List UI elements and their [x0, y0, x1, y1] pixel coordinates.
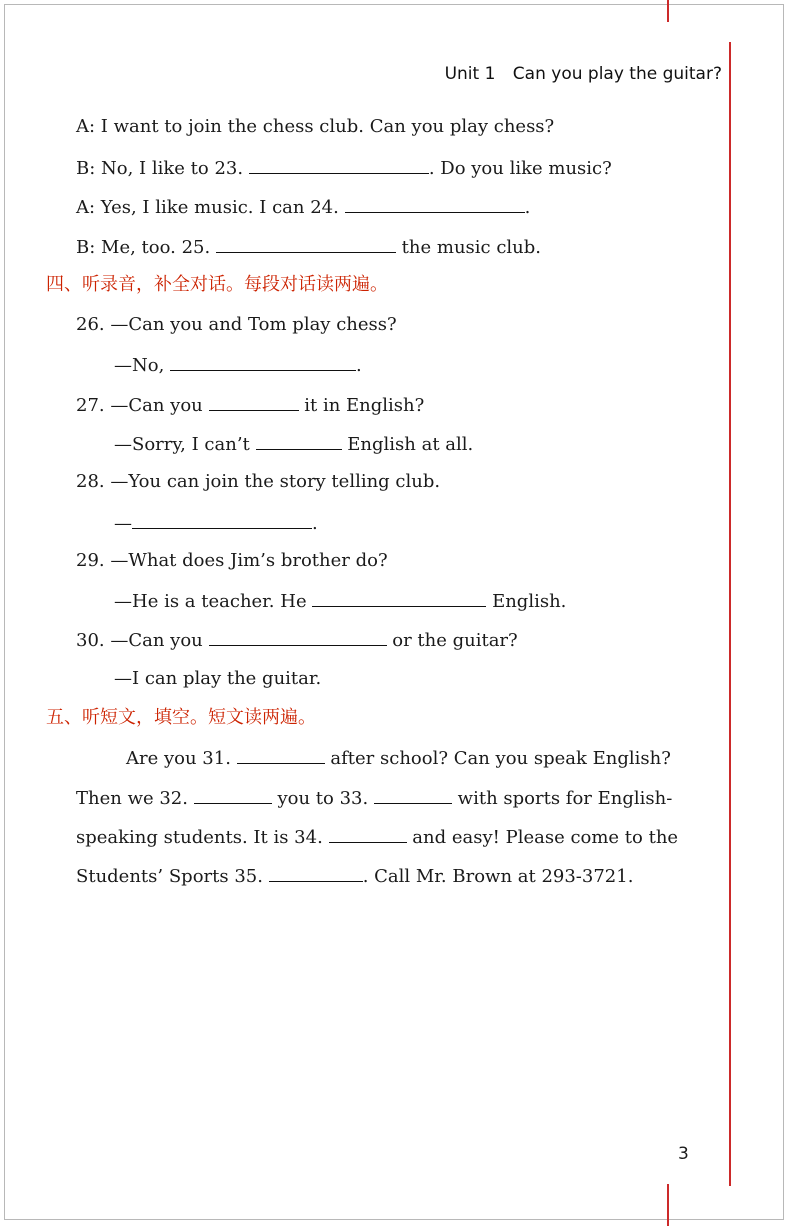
blank-33[interactable] [374, 785, 452, 804]
header-unit: Unit 1 [444, 64, 496, 84]
dialogue-text: A: I want to join the chess club. Can you play chess? [76, 116, 555, 137]
blank-24[interactable] [345, 194, 525, 213]
question-text: 27. —Can you [76, 395, 203, 416]
passage-text: you to 33. [277, 788, 369, 809]
question-30 [76, 627, 518, 653]
dialogue-text: A: Yes, I like music. I can 24. [76, 197, 339, 218]
answer-text: —I can play the guitar. [114, 668, 322, 689]
blank-32[interactable] [194, 785, 272, 804]
passage-text: speaking students. It is 34. [76, 827, 323, 848]
passage-text: and easy! Please come to the [412, 827, 679, 848]
answer-27 [114, 431, 473, 457]
blank-35[interactable] [269, 863, 363, 882]
blank-31[interactable] [237, 745, 325, 764]
blank-34[interactable] [329, 824, 407, 843]
answer-29 [114, 588, 566, 614]
answer-text: English at all. [347, 434, 474, 455]
dialogue-line-b1 [76, 155, 612, 181]
answer-text: —No, [114, 355, 165, 376]
question-28 [76, 470, 440, 494]
passage-text: Then we 32. [76, 788, 188, 809]
answer-text: . [356, 355, 362, 376]
dialogue-text: . [524, 197, 531, 218]
margin-red-rule [729, 42, 731, 1186]
question-text: it in English? [304, 395, 425, 416]
dialogue-text: the music club. [401, 237, 542, 258]
passage-text: after school? Can you speak English? [330, 748, 671, 769]
question-29 [76, 549, 388, 573]
question-text: 26. —Can you and Tom play chess? [76, 314, 397, 335]
dialogue-line-b2 [76, 234, 541, 260]
running-header [445, 64, 722, 84]
answer-text: English. [492, 591, 567, 612]
question-26 [76, 313, 397, 337]
passage-text: Students’ Sports 35. [76, 866, 263, 887]
question-text: 29. —What does Jim’s brother do? [76, 550, 388, 571]
blank-29[interactable] [312, 588, 486, 607]
blank-25[interactable] [216, 234, 396, 253]
blank-27a[interactable] [209, 392, 299, 411]
blank-23[interactable] [249, 155, 429, 174]
answer-text: —He is a teacher. He [114, 591, 307, 612]
bottom-red-rule [667, 1184, 669, 1226]
question-text: 30. —Can you [76, 630, 203, 651]
passage-line-2 [76, 785, 672, 811]
blank-30[interactable] [209, 627, 387, 646]
section-4-heading: 四、听录音，补全对话。每段对话读两遍。 [46, 274, 388, 295]
answer-26 [114, 352, 362, 378]
passage-line-1 [126, 745, 671, 771]
top-red-rule [667, 0, 669, 22]
page-number: 3 [678, 1144, 689, 1164]
passage-line-4 [76, 863, 633, 889]
question-text: or the guitar? [392, 630, 518, 651]
blank-27b[interactable] [256, 431, 342, 450]
dialogue-line-a1 [76, 115, 554, 139]
blank-28[interactable] [132, 510, 312, 529]
passage-text: with sports for English- [457, 788, 673, 809]
answer-text: —Sorry, I can’t [114, 434, 250, 455]
dialogue-line-a2 [76, 194, 530, 220]
answer-text: — [114, 513, 132, 534]
blank-26[interactable] [170, 352, 356, 371]
dialogue-text: B: No, I like to 23. [76, 158, 244, 179]
dialogue-text: B: Me, too. 25. [76, 237, 211, 258]
header-title: Can you play the guitar? [512, 64, 722, 84]
dialogue-text: . Do you like music? [428, 158, 612, 179]
section-5-heading: 五、听短文，填空。短文读两遍。 [46, 707, 316, 728]
question-text: 28. —You can join the story telling club. [76, 471, 441, 492]
answer-28 [114, 510, 318, 536]
passage-text: . Call Mr. Brown at 293-3721. [362, 866, 634, 887]
answer-30 [114, 667, 321, 691]
answer-text: . [312, 513, 318, 534]
question-27 [76, 392, 424, 418]
passage-text: Are you 31. [126, 748, 231, 769]
passage-line-3 [76, 824, 678, 850]
